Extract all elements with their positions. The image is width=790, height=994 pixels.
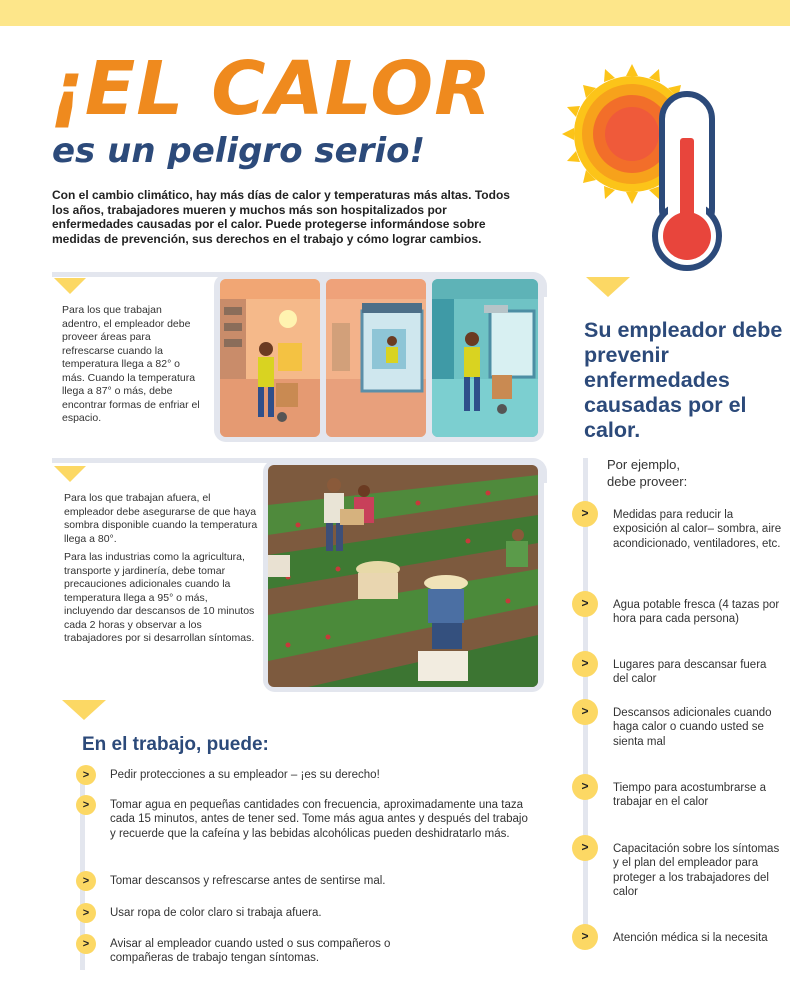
employer-item-training: Capacitación sobre los síntomas y el plan del empleador para proteger a los trabajadores del calor: [613, 843, 780, 898]
outdoor-text: [64, 492, 260, 651]
employer-item-rest-places: Lugares para descansar fuera del calor: [613, 659, 767, 686]
employer-section-title: Su empleador debe prevenir enfermedades causadas por el calor.: [584, 318, 783, 442]
employer-bullet-icon: >: [572, 774, 598, 800]
outdoor-text-industries: Para las industrias como la agricultura, transporte y jardinería, debe tomar precauciones adicionales cuando la temperatura llega a 95° o más, incluyendo dar descansos de 10 minutos cada 2 horas y observar a los trabajadores por si desarrollan síntomas.: [64, 551, 255, 644]
employer-intro: [607, 456, 687, 490]
employer-bullet-icon: >: [572, 591, 598, 617]
at-work-bullet-icon: >: [76, 765, 96, 785]
at-work-bullet-icon: >: [76, 795, 96, 815]
employer-bullet-icon: >: [572, 699, 598, 725]
at-work-section-title: En el trabajo, puede:: [82, 734, 269, 755]
indoor-triangle-marker: [54, 278, 86, 294]
sun-with-thermometer-icon: [562, 58, 738, 274]
at-work-item-ask: Pedir protecciones a su empleador – ¡es su derecho!: [110, 769, 380, 781]
employer-bullet-icon: >: [572, 835, 598, 861]
employer-triangle-marker: [586, 277, 630, 297]
employer-bullet-icon: >: [572, 924, 598, 950]
employer-item-medical: Atención médica si la necesita: [613, 932, 768, 944]
at-work-item-report: Avisar al empleador cuando usted o sus compañeros o compañeras de trabajo tengan síntomas.: [110, 938, 391, 965]
employer-item-water: Agua potable fresca (4 tazas por hora para cada persona): [613, 599, 780, 626]
top-stripe: [0, 0, 790, 26]
outdoor-text-shade: Para los que trabajan afuera, el empleador debe asegurarse de que haya sombra disponible cuando la temperatura llega a 80°.: [64, 492, 258, 545]
at-work-item-drink-water: Tomar agua en pequeñas cantidades con frecuencia, aproximadamente una taza cada 15 minutos, antes de tener sed. Tome más agua antes y después del trabajo y recuerde que la cafeína y las bebidas alcohólicas pueden deshidratarlo más.: [110, 799, 528, 840]
employer-bullet-icon: >: [572, 501, 598, 527]
at-work-triangle-marker: [62, 700, 106, 720]
employer-item-extra-breaks: Descansos adicionales cuando haga calor o cuando usted se sienta mal: [613, 707, 772, 748]
employer-item-exposure: Medidas para reducir la exposición al calor– sombra, aire acondicionado, ventiladores, etc.: [613, 509, 782, 550]
employer-intro-line2: debe proveer:: [607, 474, 688, 489]
at-work-item-breaks: Tomar descansos y refrescarse antes de sentirse mal.: [110, 875, 386, 887]
page-title: ¡EL CALOR: [50, 46, 493, 132]
at-work-bullet-icon: >: [76, 871, 96, 891]
indoor-text: Para los que trabajan adentro, el empleador debe proveer áreas para refrescarse cuando la temperatura llega a 82° o más. Cuando la temperatura llega a 87° o más, debe encontrar formas de enfriar el espacio.: [62, 304, 200, 424]
page-subtitle: es un peligro serio!: [52, 131, 425, 171]
at-work-bullet-icon: >: [76, 934, 96, 954]
at-work-item-clothing: Usar ropa de color claro si trabaja afuera.: [110, 907, 322, 919]
indoor-illustration-hot: [220, 279, 320, 437]
intro-paragraph: Con el cambio climático, hay más días de calor y temperaturas más altas. Todos los años, trabajadores mueren y muchos más son hospitalizados por enfermedades causadas por el calor. Puede protegerse informándose sobre medidas de prevención, sus derechos en el trabajo y cómo lograr cambios.: [52, 188, 510, 246]
indoor-illustration-breakroom: [326, 279, 426, 437]
at-work-bullet-icon: >: [76, 903, 96, 923]
employer-bullet-icon: >: [572, 651, 598, 677]
outdoor-triangle-marker: [54, 466, 86, 482]
employer-intro-line1: Por ejemplo,: [607, 457, 680, 472]
indoor-illustration-cool: [432, 279, 538, 437]
employer-item-acclimatize: Tiempo para acostumbrarse a trabajar en el calor: [613, 782, 766, 809]
outdoor-field-illustration: [268, 465, 538, 687]
